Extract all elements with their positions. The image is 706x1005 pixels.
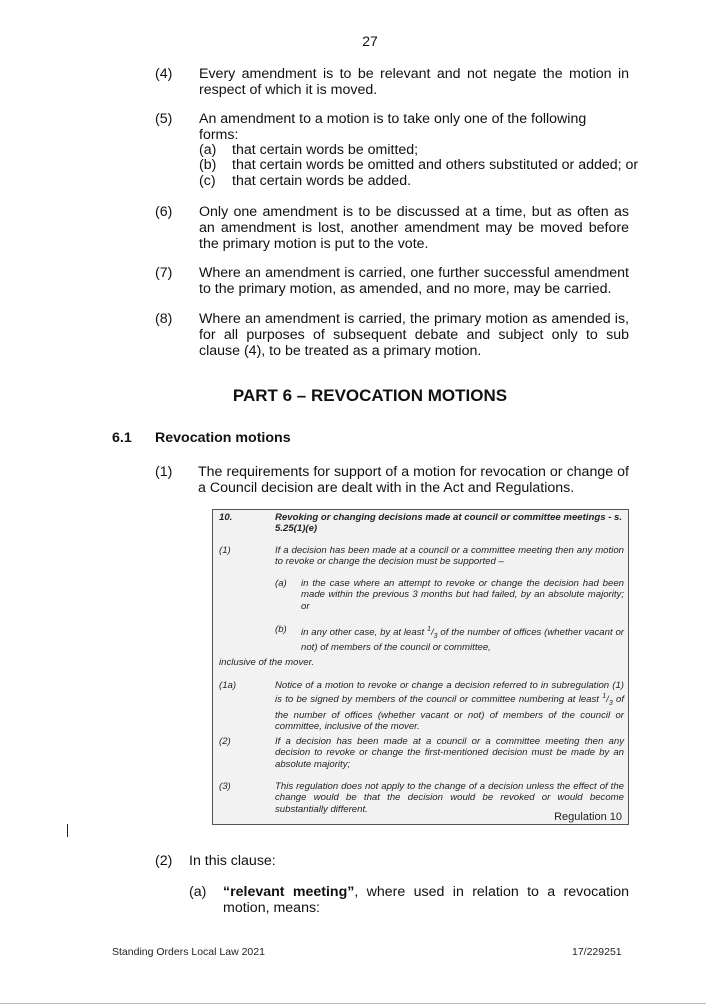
- clause-text: An amendment to a motion is to take only one of the following forms:: [199, 111, 587, 143]
- fraction-denominator: 3: [608, 700, 613, 708]
- clause-text: Where an amendment is carried, the primary motion as amended is, for all purposes of subsequent debate and subject only to sub clause (4), to be treated as a primary motion.: [199, 311, 629, 359]
- fraction-denominator: 3: [433, 633, 438, 641]
- definition-label: (a): [189, 884, 207, 900]
- defined-term: “relevant meeting”: [223, 884, 355, 900]
- clause-number: (7): [155, 265, 173, 281]
- regulation-number: 10.: [219, 512, 233, 523]
- part-heading: PART 6 – REVOCATION MOTIONS: [232, 386, 508, 405]
- regulation-title: Revoking or changing decisions made at council or committee meetings - s. 5.25(1)(e): [275, 512, 623, 535]
- inclusive-text: inclusive of the mover.: [219, 657, 315, 668]
- change-bar: [67, 824, 68, 837]
- subregulation-number: (1a): [219, 680, 237, 691]
- paragraph-text: in the case where an attempt to revoke or change the decision had been made within the previous 3 months but had failed, by an absolute majority; or: [301, 578, 624, 612]
- subregulation-text: If a decision has been made at a council or a committee meeting then any motion to revoke or change the decision must be supported –: [275, 545, 624, 568]
- section-title: Revocation motions: [155, 430, 291, 446]
- clause-number: (2): [155, 853, 173, 869]
- form-label: (a): [199, 142, 217, 158]
- fraction-numerator: 1: [427, 626, 431, 633]
- footer-right: 17/229251: [572, 946, 622, 958]
- form-text: that certain words be omitted;: [232, 142, 419, 158]
- form-label: (b): [199, 157, 217, 173]
- clause-number: (8): [155, 311, 173, 327]
- subregulation-number: (3): [219, 781, 231, 792]
- regulation-source: Regulation 10: [554, 811, 622, 823]
- footer-left: Standing Orders Local Law 2021: [112, 946, 265, 958]
- section-number: 6.1: [112, 430, 132, 446]
- form-text: that certain words be omitted and others substituted or added; or: [232, 157, 639, 173]
- page-edge: [0, 1003, 706, 1004]
- form-text: that certain words be added.: [232, 173, 412, 189]
- clause-text: Only one amendment is to be discussed at a time, but as often as an amendment is lost, another amendment may be moved before the primary motion is put to the vote.: [199, 204, 629, 252]
- clause-text: Where an amendment is carried, one further successful amendment to the primary motion, as amended, and no more, may be carried.: [199, 265, 629, 297]
- regulation-extract-box: [212, 509, 629, 825]
- paragraph-text: in any other case, by at least $^1/_3$ of the number of offices (whether vacant or not) of members of the council or committee,: [301, 626, 624, 654]
- clause-number: (1): [155, 464, 173, 480]
- definition-text: “relevant meeting”, where used in relation to a revocation motion, means:: [223, 884, 629, 916]
- subregulation-text: Notice of a motion to revoke or change a decision referred to in subregulation (1) is to be signed by members of the council or committee numbering at least $^1/_3$ of the number of offices (whether vacant or not) of members of the council or committee, inclusive of the mover.: [275, 680, 624, 732]
- clause-number: (5): [155, 111, 173, 127]
- clause-number: (4): [155, 66, 173, 82]
- paragraph-number: (b): [275, 624, 287, 635]
- fraction-numerator: 1: [602, 693, 607, 701]
- clause-number: (6): [155, 204, 173, 220]
- clause-text: In this clause:: [189, 853, 276, 869]
- subregulation-text: This regulation does not apply to the change of a decision unless the effect of the change would be that the decision would be revoked or would become substantially different.: [275, 781, 624, 815]
- subregulation-number: (2): [219, 736, 231, 747]
- clause-text: Every amendment is to be relevant and not negate the motion in respect of which it is moved.: [199, 66, 629, 98]
- clause-text: The requirements for support of a motion for revocation or change of a Council decision are dealt with in the Act and Regulations.: [198, 464, 629, 496]
- subregulation-text: If a decision has been made at a council or a committee meeting then any decision to revoke or change the first-mentioned decision must be made by an absolute majority;: [275, 736, 624, 770]
- page-number: 27: [362, 33, 378, 49]
- form-label: (c): [199, 173, 216, 189]
- paragraph-number: (a): [275, 578, 287, 589]
- subregulation-number: (1): [219, 545, 231, 556]
